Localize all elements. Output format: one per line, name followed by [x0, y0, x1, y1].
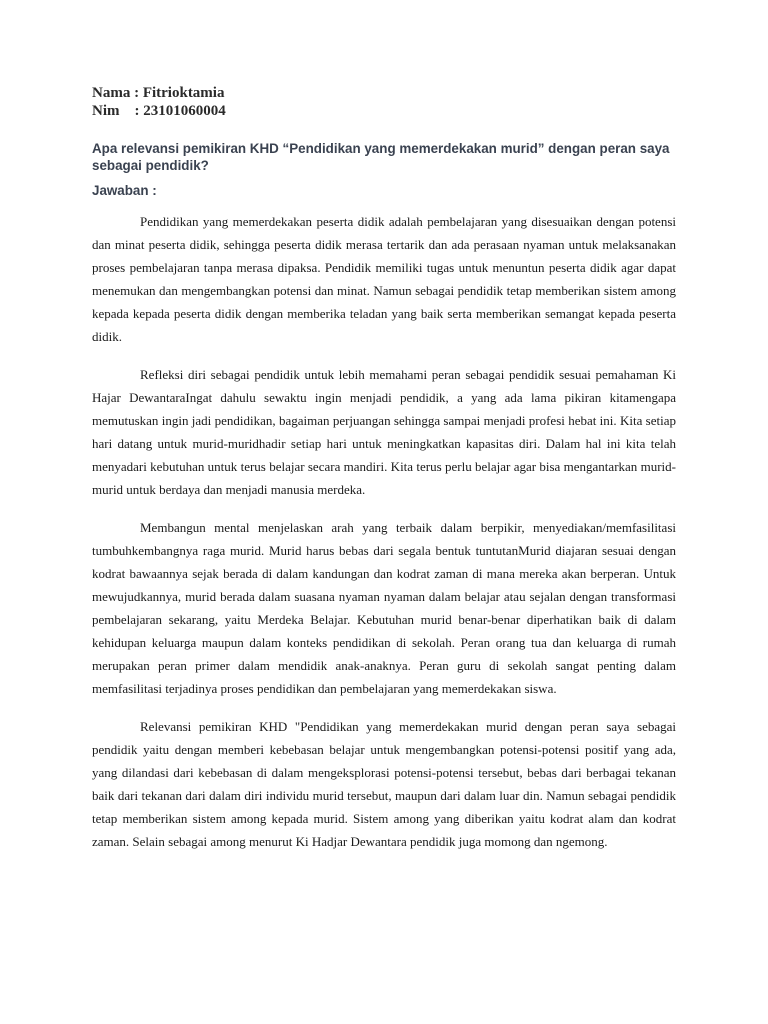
answer-label: Jawaban : — [92, 183, 157, 198]
student-nim-line: Nim : 23101060004 — [92, 103, 226, 119]
paragraph-3: Membangun mental menjelaskan arah yang terbaik dalam berpikir, menyediakan/memfasilitasi tumbuhkembangnya raga murid. Murid harus bebas dari segala bentuk tuntutanMurid diajaran sesuai dengan kodrat bawaannya sejak berada di dalam kandungan dan kodrat zaman di mana mereka akan berperan. Untuk mewujudkannya, murid berada dalam suasana nyaman nyaman dalam belajar atau sejalan dengan transformasi pembelajaran sekarang, yaitu Merdeka Belajar. Kebutuhan murid benar-benar diperhatikan baik di dalam kehidupan keluarga maupun dalam konteks pendidikan di sekolah. Peran orang tua dan keluarga di rumah merupakan peran primer dalam mendidik anak-anaknya. Peran guru di sekolah sangat penting dalam memfasilitasi terjadinya proses pendidikan dan pembelajaran yang memerdekakan siswa. — [92, 520, 676, 696]
student-identity — [92, 84, 676, 120]
paragraph-4: Relevansi pemikiran KHD "Pendidikan yang memerdekakan murid dengan peran saya sebagai pendidik yaitu dengan memberi kebebasan belajar untuk mengembangkan potensi-potensi positif yang ada, yang dilandasi dari kebebasan di dalam mengeksplorasi potensi-potensi tersebut, bebas dari berbagai tekanan baik dari tekanan dari dalam diri individu murid tersebut, maupun dari dalam luar din. Namun sebagai pendidik tetap memberikan sistem among kepada murid. Sistem among yang diberikan yaitu kodrat alam dan kodrat zaman. Selain sebagai among menurut Ki Hadjar Dewantara pendidik juga momong dan ngemong. — [92, 719, 676, 849]
paragraph-1: Pendidikan yang memerdekakan peserta didik adalah pembelajaran yang disesuaikan dengan potensi dan minat peserta didik, sehingga peserta didik merasa tertarik dan ada perasaan nyaman untuk melaksanakan proses pembelajaran tanpa merasa dipaksa. Pendidik memiliki tugas untuk menuntun peserta didik agar dapat menemukan dan mengembangkan potensi dan minat. Namun sebagai pendidik tetap memberikan sistem among kepada kepada peserta didik dengan memberika teladan yang baik serta memberikan semangat kepada peserta didik. — [92, 214, 676, 344]
question-heading: Apa relevansi pemikiran KHD “Pendidikan yang memerdekakan murid” dengan peran saya sebagai pendidik? — [92, 141, 670, 173]
paragraph-2: Refleksi diri sebagai pendidik untuk lebih memahami peran sebagai pendidik sesuai pemahaman Ki Hajar DewantaraIngat dahulu sewaktu ingin menjadi pendidik, a yang ada lama pikiran kitamengapa memutuskan ingin jadi pendidikan, bagaiman perjuangan sehingga sampai menjadi profesi hebat ini. Kita setiap hari datang untuk murid-muridhadir setiap hari untuk meningkatkan kapasitas diri. Dalam hal ini kita telah menyadari kebutuhan untuk terus belajar secara mandiri. Kita terus perlu belajar agar bisa mengantarkan murid-murid untuk berdaya dan menjadi manusia merdeka. — [92, 367, 676, 497]
student-name-line: Nama : Fitrioktamia — [92, 85, 225, 101]
answer-body — [92, 210, 676, 853]
